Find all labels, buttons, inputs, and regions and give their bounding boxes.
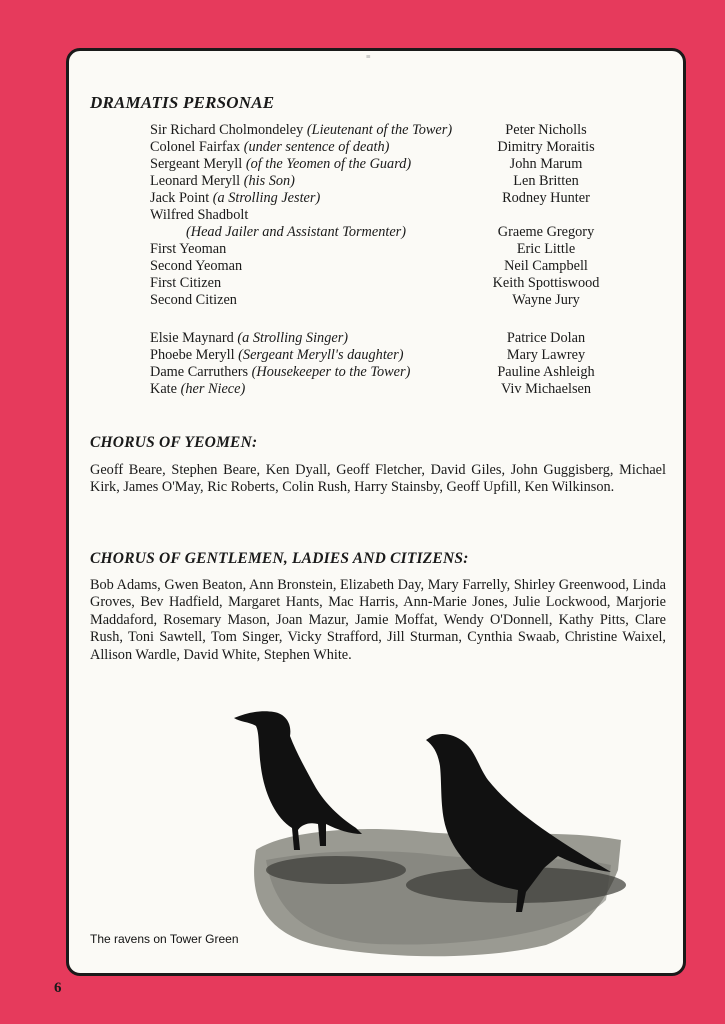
actor-name: Dimitry Moraitis bbox=[497, 139, 595, 155]
cast-row bbox=[150, 347, 605, 364]
cast-list-women bbox=[150, 330, 605, 398]
cast-row bbox=[150, 275, 605, 292]
cast-row bbox=[150, 241, 605, 258]
character: Second Citizen bbox=[150, 292, 237, 308]
cast-row bbox=[150, 190, 605, 207]
cast-row bbox=[150, 224, 605, 241]
role-note: (Head Jailer and Assistant Tormenter) bbox=[186, 224, 407, 240]
character: Second Yeoman bbox=[150, 258, 243, 274]
actor-name: Len Britten bbox=[513, 173, 579, 189]
character: Leonard Meryll bbox=[150, 173, 244, 189]
character: First Yeoman bbox=[150, 241, 227, 257]
cast-row bbox=[150, 364, 605, 381]
role-note: (her Niece) bbox=[180, 381, 246, 397]
character: First Citizen bbox=[150, 275, 222, 291]
actor-name: Rodney Hunter bbox=[502, 190, 590, 206]
ravens-photo bbox=[226, 700, 626, 960]
role-note: (his Son) bbox=[243, 173, 295, 189]
role-name bbox=[150, 207, 248, 224]
actor-name: Viv Michaelsen bbox=[500, 381, 592, 397]
role-note: (a Strolling Jester) bbox=[212, 190, 321, 206]
role-name bbox=[150, 139, 389, 156]
cast-row bbox=[150, 381, 605, 398]
cast-list-men bbox=[150, 122, 605, 309]
page-number: 6 bbox=[54, 980, 62, 996]
character: Wilfred Shadbolt bbox=[150, 207, 249, 223]
actor-name: Neil Campbell bbox=[504, 258, 588, 274]
character: Sergeant Meryll bbox=[150, 156, 246, 172]
role-note: (Sergeant Meryll's daughter) bbox=[238, 347, 404, 363]
character: Elsie Maynard bbox=[150, 330, 238, 346]
role-name bbox=[150, 173, 295, 190]
role-name bbox=[150, 347, 403, 364]
chorus-gentlemen-names: Bob Adams, Gwen Beaton, Ann Bronstein, Elizabeth Day, Mary Farrelly, Shirley Greenwood, Linda Groves, Bev Hadfield, Margaret Hants, Mac Harris, Ann-Marie Jones, Julie Lockwood, Marjorie Maddaford, Rosemary Mason, Joan Mazur, Jamie Moffat, Wendy O'Donnell, Kathy Pitts, Clare Rush, Toni Sawtell, Tom Singer, Vicky Strafford, Jill Sturman, Cynthia Swaab, Christine Waixel, Allison Wardle, David White, Stephen White. bbox=[90, 577, 666, 663]
role-name bbox=[150, 330, 348, 347]
role-name bbox=[150, 381, 245, 398]
cast-row bbox=[150, 173, 605, 190]
role-name bbox=[150, 258, 242, 275]
cast-row bbox=[150, 258, 605, 275]
chorus-yeomen-heading: CHORUS OF YEOMEN: bbox=[90, 434, 258, 451]
dramatis-personae-heading: DRAMATIS PERSONAE bbox=[90, 93, 275, 112]
actor-name: Graeme Gregory bbox=[497, 224, 595, 240]
character: Phoebe Meryll bbox=[150, 347, 239, 363]
role-name bbox=[150, 275, 221, 292]
actor-name: Wayne Jury bbox=[512, 292, 580, 308]
actor-name: Keith Spottiswood bbox=[492, 275, 600, 291]
role-name bbox=[150, 241, 226, 258]
role-name bbox=[150, 224, 406, 241]
role-name bbox=[150, 292, 237, 309]
role-note: (of the Yeomen of the Guard) bbox=[245, 156, 412, 172]
role-note: (under sentence of death) bbox=[243, 139, 390, 155]
role-note: (a Strolling Singer) bbox=[237, 330, 349, 346]
character: Dame Carruthers bbox=[150, 364, 252, 380]
cast-row bbox=[150, 139, 605, 156]
actor-name: Patrice Dolan bbox=[506, 330, 586, 346]
character: Kate bbox=[150, 381, 181, 397]
role-name bbox=[150, 364, 410, 381]
chorus-yeomen-names: Geoff Beare, Stephen Beare, Ken Dyall, Geoff Fletcher, David Giles, John Guggisberg, Michael Kirk, James O'May, Ric Roberts, Colin Rush, Harry Stainsby, Geoff Upfill, Ken Wilkinson. bbox=[90, 462, 666, 496]
actor-name bbox=[487, 207, 605, 224]
cast-row bbox=[150, 156, 605, 173]
cast-row bbox=[150, 122, 605, 139]
actor-name: Pauline Ashleigh bbox=[497, 364, 595, 380]
photo-caption: The ravens on Tower Green bbox=[90, 932, 239, 946]
print-mark: ≡ bbox=[366, 52, 371, 61]
actor-name: Peter Nicholls bbox=[505, 122, 587, 138]
character: Sir Richard Cholmondeley bbox=[150, 122, 307, 138]
role-note: (Lieutenant of the Tower) bbox=[306, 122, 453, 138]
actor-name: John Marum bbox=[509, 156, 583, 172]
role-name bbox=[150, 122, 452, 139]
role-note: (Housekeeper to the Tower) bbox=[251, 364, 411, 380]
role-name bbox=[150, 156, 411, 173]
character: Colonel Fairfax bbox=[150, 139, 244, 155]
character: Jack Point bbox=[150, 190, 213, 206]
cast-row bbox=[150, 207, 605, 224]
cast-row bbox=[150, 330, 605, 347]
chorus-gentlemen-heading: CHORUS OF GENTLEMEN, LADIES AND CITIZENS: bbox=[90, 550, 469, 567]
actor-name: Eric Little bbox=[516, 241, 576, 257]
cast-row bbox=[150, 292, 605, 309]
role-name bbox=[150, 190, 320, 207]
actor-name: Mary Lawrey bbox=[506, 347, 586, 363]
